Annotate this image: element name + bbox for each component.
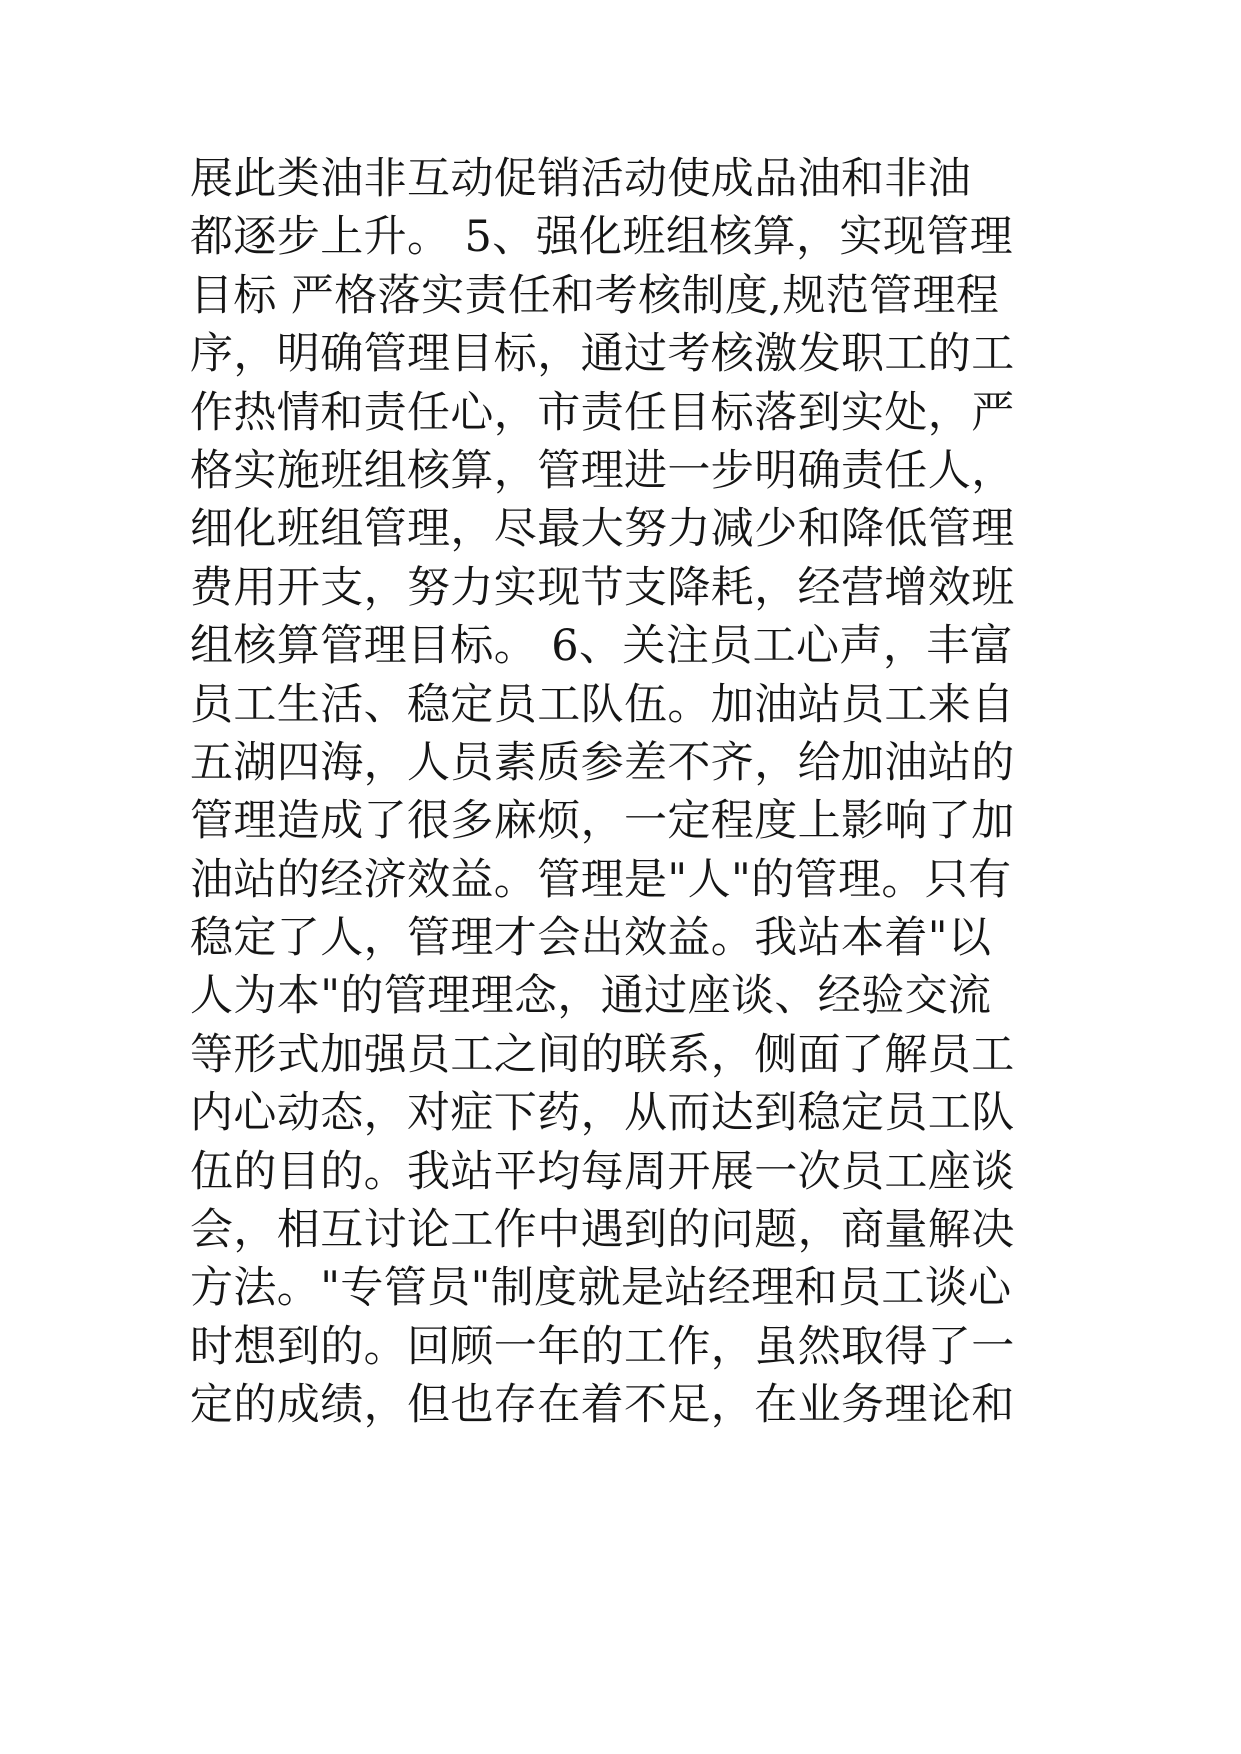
- text-line: 伍的目的。我站平均每周开展一次员工座谈: [190, 1146, 1015, 1197]
- text-line: 员工生活、稳定员工队伍。加油站员工来自: [190, 679, 1015, 730]
- text-line: 序，明确管理目标，通过考核激发职工的工: [190, 329, 1015, 380]
- text-line: 细化班组管理，尽最大努力减少和降低管理: [190, 504, 1015, 555]
- text-line: 内心动态，对症下药，从而达到稳定员工队: [190, 1088, 1015, 1139]
- text-line: 组核算管理目标。 6、关注员工心声，丰富: [190, 621, 1014, 672]
- text-line: 都逐步上升。 5、强化班组核算，实现管理: [190, 212, 1014, 263]
- text-line: 人为本"的管理理念，通过座谈、经验交流: [190, 971, 992, 1022]
- text-line: 会，相互讨论工作中遇到的问题，商量解决: [190, 1205, 1015, 1256]
- text-line: 定的成绩，但也存在着不足，在业务理论和: [190, 1380, 1015, 1431]
- text-line: 稳定了人，管理才会出效益。我站本着"以: [190, 913, 992, 964]
- text-line: 格实施班组核算，管理进一步明确责任人，: [190, 445, 1015, 496]
- text-line: 五湖四海，人员素质参差不齐，给加油站的: [190, 737, 1015, 788]
- body-text: [190, 150, 1070, 1435]
- text-line: 展此类油非互动促销活动使成品油和非油: [190, 154, 972, 204]
- text-line: 费用开支，努力实现节支降耗，经营增效班: [190, 562, 1015, 613]
- text-line: 时想到的。回顾一年的工作，虽然取得了一: [190, 1321, 1015, 1372]
- text-line: 作热情和责任心，市责任目标落到实处，严: [190, 387, 1015, 438]
- text-line: 方法。"专管员"制度就是站经理和员工谈心: [190, 1263, 1012, 1314]
- text-line: 目标 严格落实责任和考核制度,规范管理程: [190, 270, 1000, 321]
- text-line: 管理造成了很多麻烦，一定程度上影响了加: [190, 796, 1015, 847]
- text-line: 油站的经济效益。管理是"人"的管理。只有: [190, 854, 1012, 905]
- text-line: 等形式加强员工之间的联系，侧面了解员工: [190, 1029, 1015, 1080]
